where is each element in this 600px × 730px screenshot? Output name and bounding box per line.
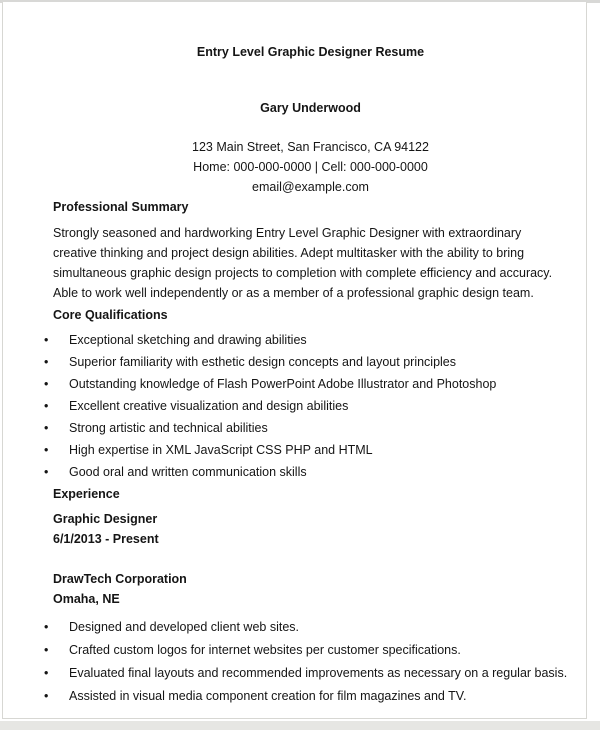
duty-item: • Evaluated final layouts and recommended improvements as necessary on a regular basis.: [44, 663, 568, 683]
contact-phones: Home: 000-000-0000 | Cell: 000-000-0000: [193, 160, 428, 174]
professional-summary-text: Strongly seasoned and hardworking Entry Level Graphic Designer with extraordinary creative thinking and project design abilities. Adept multitasker with the ability to bring simultaneous graphic design projects to completion with complete efficiency and accuracy. Able to work well independently or as a member of a professional graphic design team.: [53, 226, 553, 300]
qualification-item: • Exceptional sketching and drawing abilities: [44, 330, 568, 350]
qualification-item: • Superior familiarity with esthetic design concepts and layout principles: [44, 352, 568, 372]
page-edge-bottom: [0, 721, 600, 730]
section-heading-professional-summary: Professional Summary: [53, 200, 189, 214]
contact-email: email@example.com: [252, 180, 369, 194]
job-title: Graphic Designer: [53, 512, 158, 526]
qualification-item: • Outstanding knowledge of Flash PowerPoint Adobe Illustrator and Photoshop: [44, 374, 568, 394]
contact-block: [53, 137, 568, 197]
qualification-item: • Strong artistic and technical abilities: [44, 418, 568, 438]
job-dates: 6/1/2013 - Present: [53, 532, 159, 546]
contact-address: 123 Main Street, San Francisco, CA 94122: [192, 140, 429, 154]
section-heading-experience: Experience: [53, 487, 120, 501]
company-location: Omaha, NE: [53, 592, 120, 606]
core-qualifications-list: [53, 330, 568, 482]
document-title: Entry Level Graphic Designer Resume: [196, 45, 425, 59]
resume-page: [2, 2, 587, 719]
company-name: DrawTech Corporation: [53, 572, 187, 586]
duty-item: • Designed and developed client web sites.: [44, 617, 568, 637]
section-heading-core-qualifications: Core Qualifications: [53, 308, 168, 322]
qualification-item: • Excellent creative visualization and design abilities: [44, 396, 568, 416]
experience-duties-list: [53, 617, 568, 706]
candidate-name: Gary Underwood: [260, 101, 361, 115]
qualification-item: • High expertise in XML JavaScript CSS PHP and HTML: [44, 440, 568, 460]
duty-item: • Assisted in visual media component creation for film magazines and TV.: [44, 686, 568, 706]
qualification-item: • Good oral and written communication skills: [44, 462, 568, 482]
duty-item: • Crafted custom logos for internet websites per customer specifications.: [44, 640, 568, 660]
